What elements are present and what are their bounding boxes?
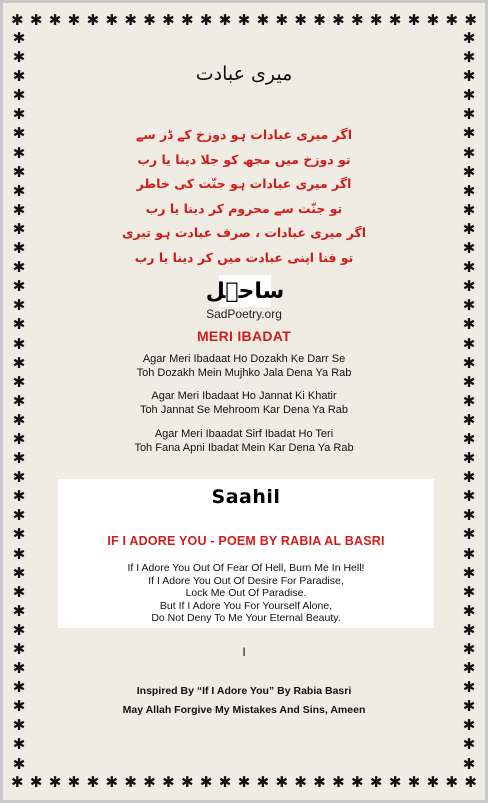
star-ornament-icon: ✱ bbox=[462, 258, 476, 277]
star-ornament-icon: ✱ bbox=[462, 200, 476, 219]
star-ornament-icon: ✱ bbox=[237, 11, 251, 29]
star-ornament-icon: ✱ bbox=[445, 11, 459, 29]
star-ornament-icon: ✱ bbox=[105, 773, 119, 791]
star-ornament-icon: ✱ bbox=[462, 620, 476, 639]
star-ornament-icon: ✱ bbox=[462, 487, 476, 506]
star-ornament-icon: ✱ bbox=[12, 258, 26, 277]
star-ornament-icon: ✱ bbox=[445, 773, 459, 791]
stanza-line: Agar Meri Ibadaat Ho Dozakh Ke Darr Se bbox=[142, 353, 346, 365]
star-ornament-icon: ✱ bbox=[218, 11, 232, 29]
star-ornament-icon: ✱ bbox=[29, 773, 43, 791]
star-ornament-icon: ✱ bbox=[12, 582, 26, 601]
english-poem bbox=[58, 562, 434, 625]
star-ornament-icon: ✱ bbox=[462, 735, 476, 754]
star-ornament-icon: ✱ bbox=[369, 773, 383, 791]
star-ornament-icon: ✱ bbox=[462, 48, 476, 67]
text-cursor[interactable]: I bbox=[242, 645, 246, 659]
star-ornament-icon: ✱ bbox=[462, 563, 476, 582]
stanza-line: Toh Jannat Se Mehroom Kar Dena Ya Rab bbox=[139, 404, 349, 416]
star-ornament-icon: ✱ bbox=[462, 239, 476, 258]
star-ornament-icon: ✱ bbox=[11, 11, 24, 29]
star-ornament-icon: ✱ bbox=[143, 773, 156, 791]
star-ornament-icon: ✱ bbox=[294, 11, 307, 29]
star-ornament-icon: ✱ bbox=[462, 449, 476, 468]
star-ornament-icon: ✱ bbox=[12, 124, 26, 143]
star-ornament-icon: ✱ bbox=[12, 716, 26, 735]
star-ornament-icon: ✱ bbox=[462, 429, 476, 448]
star-ornament-icon: ✱ bbox=[12, 353, 26, 372]
star-ornament-icon: ✱ bbox=[462, 105, 476, 124]
star-ornament-icon: ✱ bbox=[351, 11, 364, 29]
urdu-line: اگر میری عبادات ہو جنّت کی خاطر bbox=[136, 176, 352, 191]
star-ornament-icon: ✱ bbox=[199, 773, 213, 791]
star-ornament-icon: ✱ bbox=[462, 67, 476, 86]
star-ornament-icon: ✱ bbox=[12, 697, 26, 716]
star-ornament-icon: ✱ bbox=[105, 11, 119, 29]
urdu-line: اگر میری عبادات ، صرف عبادت ہو تیری bbox=[121, 225, 367, 240]
star-ornament-icon: ✱ bbox=[462, 544, 476, 563]
urdu-line: اگر میری عبادات ہو دوزخ کے ڈر سے bbox=[136, 127, 352, 142]
star-ornament-icon: ✱ bbox=[294, 773, 307, 791]
star-ornament-icon: ✱ bbox=[12, 601, 26, 620]
stanza-line: Agar Meri Ibadaat Ho Jannat Ki Khatir bbox=[151, 390, 337, 402]
star-ornament-icon: ✱ bbox=[462, 219, 476, 238]
star-ornament-icon: ✱ bbox=[462, 678, 476, 697]
star-ornament-icon: ✱ bbox=[462, 372, 476, 391]
star-ornament-icon: ✱ bbox=[12, 391, 26, 410]
saahil-english-logo bbox=[58, 486, 434, 508]
star-ornament-icon: ✱ bbox=[464, 773, 477, 791]
star-ornament-icon: ✱ bbox=[237, 773, 251, 791]
credit-line: May Allah Forgive My Mistakes And Sins, Ameen bbox=[122, 704, 366, 716]
english-line: Lock Me Out Of Paradise. bbox=[185, 587, 307, 599]
urdu-title: میری عبادت bbox=[195, 63, 293, 85]
star-ornament-icon: ✱ bbox=[12, 48, 26, 67]
credit-line: Inspired By “If I Adore You” By Rabia Basri bbox=[136, 685, 352, 697]
star-ornament-icon: ✱ bbox=[462, 277, 476, 296]
roman-stanza bbox=[3, 352, 485, 380]
star-ornament-icon: ✱ bbox=[12, 525, 26, 544]
star-ornament-icon: ✱ bbox=[12, 219, 26, 238]
star-ornament-icon: ✱ bbox=[12, 105, 26, 124]
document-page bbox=[3, 3, 485, 800]
star-border-top bbox=[11, 13, 477, 28]
star-ornament-icon: ✱ bbox=[388, 11, 402, 29]
english-line: But If I Adore You For Yourself Alone, bbox=[159, 599, 333, 612]
star-ornament-icon: ✱ bbox=[462, 697, 476, 716]
star-ornament-icon: ✱ bbox=[462, 525, 476, 544]
star-ornament-icon: ✱ bbox=[162, 773, 175, 791]
english-line: If I Adore You Out Of Fear Of Hell, Burn Me In Hell! bbox=[127, 562, 365, 574]
star-ornament-icon: ✱ bbox=[218, 773, 232, 791]
star-ornament-icon: ✱ bbox=[462, 410, 476, 429]
star-ornament-icon: ✱ bbox=[12, 640, 26, 658]
star-ornament-icon: ✱ bbox=[12, 468, 26, 487]
urdu-line: تو جنّت سے محروم کر دینا یا رب bbox=[145, 200, 343, 216]
star-ornament-icon: ✱ bbox=[256, 773, 270, 791]
star-ornament-icon: ✱ bbox=[426, 11, 440, 29]
star-ornament-icon: ✱ bbox=[12, 506, 26, 525]
star-ornament-icon: ✱ bbox=[12, 678, 26, 697]
star-ornament-icon: ✱ bbox=[12, 277, 26, 296]
star-ornament-icon: ✱ bbox=[12, 296, 26, 315]
star-ornament-icon: ✱ bbox=[462, 181, 476, 200]
star-ornament-icon: ✱ bbox=[12, 86, 26, 105]
urdu-line: تو فنا اپنی عبادت میں کر دینا یا رب bbox=[134, 249, 354, 265]
urdu-poem bbox=[3, 123, 485, 270]
star-ornament-icon: ✱ bbox=[181, 773, 194, 791]
star-ornament-icon: ✱ bbox=[256, 11, 270, 29]
star-ornament-icon: ✱ bbox=[12, 29, 26, 47]
star-ornament-icon: ✱ bbox=[12, 659, 26, 678]
star-ornament-icon: ✱ bbox=[12, 754, 26, 773]
star-ornament-icon: ✱ bbox=[12, 410, 26, 429]
star-ornament-icon: ✱ bbox=[11, 773, 24, 791]
star-ornament-icon: ✱ bbox=[199, 11, 213, 29]
star-ornament-icon: ✱ bbox=[181, 11, 194, 29]
star-ornament-icon: ✱ bbox=[462, 640, 476, 658]
star-ornament-icon: ✱ bbox=[388, 773, 402, 791]
stanza-line: Agar Meri Ibaadat Sirf Ibadat Ho Teri bbox=[154, 428, 334, 440]
star-ornament-icon: ✱ bbox=[12, 143, 26, 162]
star-ornament-icon: ✱ bbox=[48, 11, 62, 29]
star-ornament-icon: ✱ bbox=[48, 773, 62, 791]
star-ornament-icon: ✱ bbox=[462, 296, 476, 315]
saahil-english-logo-text: Saahil bbox=[211, 486, 281, 508]
star-ornament-icon: ✱ bbox=[462, 506, 476, 525]
site-name: SadPoetry.org bbox=[206, 307, 282, 321]
star-ornament-icon: ✱ bbox=[464, 11, 477, 29]
star-ornament-icon: ✱ bbox=[462, 716, 476, 735]
star-ornament-icon: ✱ bbox=[12, 67, 26, 86]
roman-stanza bbox=[3, 389, 485, 417]
star-ornament-icon: ✱ bbox=[12, 449, 26, 468]
star-ornament-icon: ✱ bbox=[275, 11, 289, 29]
star-ornament-icon: ✱ bbox=[12, 487, 26, 506]
star-ornament-icon: ✱ bbox=[124, 11, 137, 29]
star-ornament-icon: ✱ bbox=[462, 601, 476, 620]
star-ornament-icon: ✱ bbox=[12, 334, 26, 353]
star-ornament-icon: ✱ bbox=[124, 773, 137, 791]
star-ornament-icon: ✱ bbox=[462, 353, 476, 372]
stanza-line: Toh Dozakh Mein Mujhko Jala Dena Ya Rab bbox=[136, 367, 352, 379]
star-ornament-icon: ✱ bbox=[275, 773, 289, 791]
star-ornament-icon: ✱ bbox=[462, 315, 476, 334]
star-ornament-icon: ✱ bbox=[332, 11, 345, 29]
star-ornament-icon: ✱ bbox=[462, 162, 476, 181]
english-line: Do Not Deny To Me Your Eternal Beauty. bbox=[151, 612, 341, 624]
star-ornament-icon: ✱ bbox=[407, 773, 421, 791]
star-ornament-icon: ✱ bbox=[86, 773, 100, 791]
star-ornament-icon: ✱ bbox=[67, 773, 81, 791]
star-ornament-icon: ✱ bbox=[462, 86, 476, 105]
star-ornament-icon: ✱ bbox=[313, 11, 326, 29]
star-ornament-icon: ✱ bbox=[462, 468, 476, 487]
star-ornament-icon: ✱ bbox=[12, 162, 26, 181]
star-ornament-icon: ✱ bbox=[462, 334, 476, 353]
star-ornament-icon: ✱ bbox=[29, 11, 43, 29]
star-ornament-icon: ✱ bbox=[12, 200, 26, 219]
star-ornament-icon: ✱ bbox=[12, 620, 26, 639]
star-ornament-icon: ✱ bbox=[332, 773, 345, 791]
star-ornament-icon: ✱ bbox=[12, 544, 26, 563]
star-ornament-icon: ✱ bbox=[12, 181, 26, 200]
star-ornament-icon: ✱ bbox=[12, 372, 26, 391]
star-ornament-icon: ✱ bbox=[462, 124, 476, 143]
star-border-bottom bbox=[11, 775, 477, 790]
star-ornament-icon: ✱ bbox=[86, 11, 100, 29]
star-ornament-icon: ✱ bbox=[407, 11, 421, 29]
star-ornament-icon: ✱ bbox=[12, 563, 26, 582]
star-ornament-icon: ✱ bbox=[369, 11, 383, 29]
english-title: IF I ADORE YOU - POEM BY RABIA AL BASRI bbox=[107, 534, 385, 548]
star-ornament-icon: ✱ bbox=[143, 11, 156, 29]
star-ornament-icon: ✱ bbox=[12, 429, 26, 448]
star-ornament-icon: ✱ bbox=[462, 29, 476, 47]
star-ornament-icon: ✱ bbox=[67, 11, 81, 29]
star-ornament-icon: ✱ bbox=[12, 735, 26, 754]
star-ornament-icon: ✱ bbox=[12, 315, 26, 334]
star-ornament-icon: ✱ bbox=[462, 143, 476, 162]
star-ornament-icon: ✱ bbox=[426, 773, 440, 791]
star-ornament-icon: ✱ bbox=[462, 582, 476, 601]
urdu-line: تو دوزخ میں مجھ کو جلا دینا یا رب bbox=[137, 151, 351, 167]
star-ornament-icon: ✱ bbox=[462, 659, 476, 678]
english-line: If I Adore You Out Of Desire For Paradise, bbox=[148, 574, 344, 587]
star-ornament-icon: ✱ bbox=[351, 773, 364, 791]
roman-stanza bbox=[3, 427, 485, 455]
saahil-urdu-logo: ساحؔل bbox=[219, 275, 271, 307]
star-ornament-icon: ✱ bbox=[313, 773, 326, 791]
star-ornament-icon: ✱ bbox=[462, 391, 476, 410]
roman-title: MERI IBADAT bbox=[196, 328, 292, 344]
star-ornament-icon: ✱ bbox=[462, 754, 476, 773]
star-ornament-icon: ✱ bbox=[12, 239, 26, 258]
english-poem-box bbox=[58, 479, 434, 628]
stanza-line: Toh Fana Apni Ibadat Mein Kar Dena Ya Rab bbox=[134, 442, 354, 454]
star-ornament-icon: ✱ bbox=[162, 11, 175, 29]
